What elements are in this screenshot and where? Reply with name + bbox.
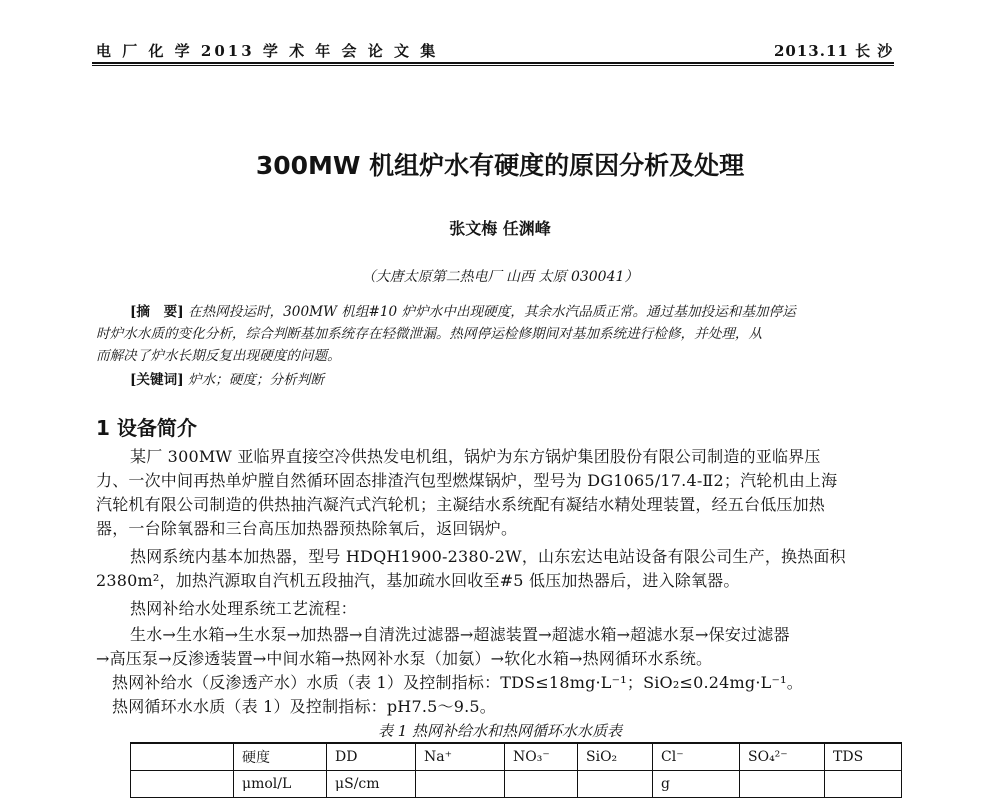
table-caption: 表 1 热网补给水和热网循环水水质表	[377, 722, 623, 740]
paragraph-line: 汽轮机有限公司制造的供热抽汽凝汽式汽轮机；主凝结水系统配有凝结水精处理装置，经五台低压加热	[96, 495, 826, 514]
table-unit-row	[131, 771, 902, 798]
table-cell	[505, 771, 578, 798]
table-cell: SiO₂	[578, 743, 653, 771]
abstract-line-3: 而解决了炉水长期反复出现硬度的问题。	[96, 348, 341, 364]
paragraph-line: 热网循环水水质（表 1）及控制指标：pH7.5～9.5。	[112, 697, 496, 716]
table-cell: 硬度	[234, 743, 327, 771]
table-cell	[740, 771, 825, 798]
paper-title: 300MW 机组炉水有硬度的原因分析及处理	[255, 151, 745, 180]
table-cell: Cl⁻	[653, 743, 740, 771]
paragraph-line: 热网系统内基本加热器，型号 HDQH1900-2380-2W，山东宏达电站设备有限公司生产，换热面积	[130, 547, 846, 566]
table-cell	[131, 771, 234, 798]
abstract-line-1: [摘 要] 在热网投运时，300MW 机组#10 炉炉水中出现硬度，其余水汽品质正常。通过基加投运和基加停运	[130, 304, 796, 320]
paragraph-line: 热网补给水处理系统工艺流程：	[130, 599, 357, 618]
paper-affiliation: （大唐太原第二热电厂 山西 太原 030041）	[361, 269, 639, 285]
running-header-left: 电 厂 化 学 2013 学 术 年 会 论 文 集	[96, 42, 439, 60]
paragraph-line: 2380m²，加热汽源取自汽机五段抽汽，基加疏水回收至#5 低压加热器后，进入除氧器。	[96, 571, 740, 590]
keywords: [关键词] 炉水；硬度；分析判断	[130, 372, 324, 388]
table-cell: TDS	[825, 743, 902, 771]
table-cell: NO₃⁻	[505, 743, 578, 771]
table-cell: DD	[327, 743, 416, 771]
abstract-label: [摘 要]	[130, 304, 184, 320]
paper-authors: 张文梅 任渊峰	[449, 219, 551, 238]
paragraph-line: 热网补给水（反渗透产水）水质（表 1）及控制指标：TDS≤18mg·L⁻¹；SiO₂≤0.24mg·L⁻¹。	[112, 673, 803, 692]
table-header-row	[131, 743, 902, 771]
paragraph-line: →高压泵→反渗透装置→中间水箱→热网补水泵（加氨）→软化水箱→热网循环水系统。	[96, 649, 713, 668]
header-rule	[92, 62, 894, 64]
paragraph-line: 生水→生水箱→生水泵→加热器→自清洗过滤器→超滤装置→超滤水箱→超滤水泵→保安过滤器	[130, 625, 790, 644]
table-cell	[578, 771, 653, 798]
water-quality-table	[130, 742, 902, 798]
table-cell: SO₄²⁻	[740, 743, 825, 771]
table-cell	[825, 771, 902, 798]
running-header-right: 2013.11 长 沙	[774, 42, 894, 60]
keywords-label: [关键词]	[130, 372, 184, 388]
section-heading: 1 设备简介	[96, 416, 197, 440]
table-cell	[416, 771, 505, 798]
table-cell: μS/cm	[327, 771, 416, 798]
paragraph-line: 器，一台除氧器和三台高压加热器预热除氧后，返回锅炉。	[96, 519, 518, 538]
table-cell	[131, 743, 234, 771]
table-cell: μmol/L	[234, 771, 327, 798]
table-cell: Na⁺	[416, 743, 505, 771]
abstract-line-2: 时炉水水质的变化分析，综合判断基加系统存在轻微泄漏。热网停运检修期间对基加系统进行检修，并处理，从	[96, 326, 763, 342]
paragraph-line: 力、一次中间再热单炉膛自然循环固态排渣汽包型燃煤锅炉，型号为 DG1065/17.4-Ⅱ2；汽轮机由上海	[96, 471, 838, 490]
header-rule-thin	[92, 65, 894, 66]
table-cell: g	[653, 771, 740, 798]
paragraph-line: 某厂 300MW 亚临界直接空冷供热发电机组，锅炉为东方锅炉集团股份有限公司制造的亚临界压	[130, 447, 821, 466]
